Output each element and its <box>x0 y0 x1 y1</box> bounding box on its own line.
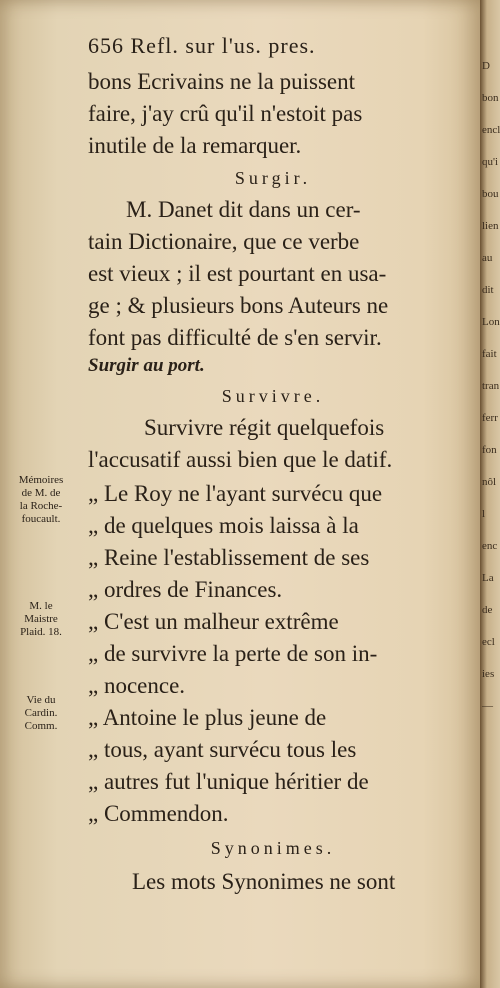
adjacent-page-fragment: ies <box>482 668 495 680</box>
margin-note-memoires <box>6 474 76 526</box>
margin-note-line: Cardin. <box>24 707 58 719</box>
adjacent-page-fragment: dit <box>482 284 494 296</box>
adjacent-page-fragment: bou <box>482 188 499 200</box>
text-line: inutile de la remarquer. <box>88 133 302 158</box>
running-header: 656 Refl. sur l'us. pres. <box>88 33 316 58</box>
margin-note-line: M. le <box>29 600 53 612</box>
adjacent-page-fragment: bon <box>482 92 499 104</box>
adjacent-page-fragment: fon <box>482 444 497 456</box>
quote-line: „ tous, ayant survécu tous les <box>88 737 357 762</box>
text-line: est vieux ; il est pourtant en usa- <box>88 261 387 286</box>
text-line: Survivre régit quelquefois <box>144 415 385 440</box>
adjacent-page-fragment: ecl <box>482 636 495 648</box>
adjacent-page-fragment: au <box>482 252 493 264</box>
margin-note-vie-du-cardin <box>6 694 76 733</box>
adjacent-page-fragment: Lon <box>482 316 500 328</box>
text-line: tain Dictionaire, que ce verbe <box>88 229 360 254</box>
quote-line: „ Commendon. <box>88 801 229 826</box>
text-line: font pas difficulté de s'en servir. <box>88 325 382 350</box>
adjacent-page-fragment: lien <box>482 220 499 232</box>
quote-line: „ de quelques mois laissa à la <box>88 513 359 538</box>
adjacent-page-fragment: D <box>482 60 490 72</box>
text-line: faire, j'ay crû qu'il n'estoit pas <box>88 101 363 126</box>
adjacent-page-fragment: nôl <box>482 476 497 488</box>
adjacent-page-fragment: de <box>482 604 493 616</box>
margin-note-line: Maistre <box>24 613 58 625</box>
adjacent-page-fragment: enc <box>482 540 498 552</box>
section-heading-synonimes: Synonimes. <box>210 838 336 858</box>
adjacent-page-fragment: fait <box>482 348 497 360</box>
adjacent-page-fragment: La <box>482 572 494 584</box>
quote-line: „ de survivre la perte de son in- <box>88 641 378 666</box>
quote-line: „ Reine l'establissement de ses <box>88 545 370 570</box>
quote-line: „ Le Roy ne l'ayant survécu que <box>88 481 383 506</box>
text-line: Les mots Synonimes ne sont <box>132 869 396 894</box>
margin-note-line: Plaid. 18. <box>20 626 62 638</box>
quote-line: „ autres fut l'unique héritier de <box>88 769 369 794</box>
text-line: M. Danet dit dans un cer- <box>126 197 361 222</box>
quote-line: „ ordres de Finances. <box>88 577 283 602</box>
quote-line: „ Antoine le plus jeune de <box>88 705 327 730</box>
adjacent-page-fragment: l <box>482 508 486 520</box>
adjacent-page-fragment: tran <box>482 380 500 392</box>
section-heading-surgir: Surgir. <box>234 168 312 188</box>
text-line: ge ; & plusieurs bons Auteurs ne <box>88 293 389 318</box>
margin-note-line: Mémoires <box>18 474 64 486</box>
adjacent-page-fragment: encl <box>482 124 500 136</box>
example-phrase: Surgir au port. <box>88 355 205 376</box>
section-heading-survivre: Survivre. <box>221 386 325 406</box>
margin-note-maistre <box>6 600 76 639</box>
adjacent-page-fragment: — <box>482 700 493 712</box>
margin-note-line: de M. de <box>21 487 61 499</box>
adjacent-page-edge <box>480 0 500 988</box>
margin-note-line: la Roche- <box>19 500 63 512</box>
quote-line: „ nocence. <box>88 673 186 698</box>
margin-note-line: foucault. <box>21 513 61 525</box>
text-line: l'accusatif aussi bien que le datif. <box>88 447 393 472</box>
margin-note-line: Vie du <box>26 694 56 706</box>
margin-note-line: Comm. <box>24 720 58 732</box>
text-line: bons Ecrivains ne la puissent <box>88 69 356 94</box>
quote-line: „ C'est un malheur extrême <box>88 609 339 634</box>
adjacent-page-fragment: ferr <box>482 412 498 424</box>
adjacent-page-fragment: qu'i <box>482 156 499 168</box>
